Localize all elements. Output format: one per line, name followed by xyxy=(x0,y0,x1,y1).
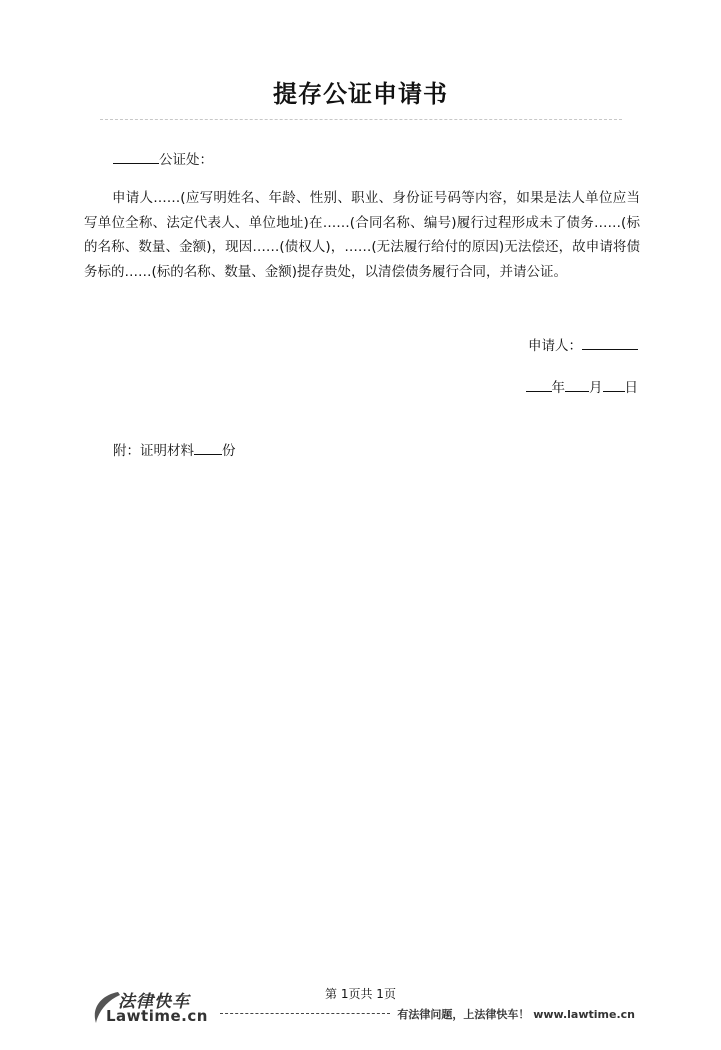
applicant-signature-line xyxy=(528,334,638,354)
addressee-line xyxy=(113,148,213,168)
attachment-line xyxy=(113,439,236,459)
attachment-prefix: 附：证明材料 xyxy=(113,443,194,459)
addressee-blank xyxy=(113,151,159,164)
date-line xyxy=(526,376,639,396)
month-label: 月 xyxy=(589,380,603,396)
day-blank xyxy=(603,379,625,392)
year-blank xyxy=(526,379,552,392)
year-label: 年 xyxy=(551,380,565,396)
logo-chinese-text: 法律快车 xyxy=(118,992,190,1012)
title-divider xyxy=(100,119,622,120)
logo-english-text: Lawtime.cn xyxy=(106,1007,208,1025)
addressee-label: 公证处： xyxy=(159,152,213,168)
lawtime-logo xyxy=(88,987,218,1027)
day-label: 日 xyxy=(624,380,638,396)
attachment-suffix: 份 xyxy=(222,443,236,459)
attachment-blank xyxy=(194,442,222,455)
footer-slogan: 有法律问题，上法律快车！ www.lawtime.cn xyxy=(397,1008,635,1021)
footer-divider xyxy=(220,1013,390,1014)
document-title: 提存公证申请书 xyxy=(273,79,448,108)
applicant-blank xyxy=(582,337,638,350)
body-paragraph: 申请人……(应写明姓名、年龄、性别、职业、身份证号码等内容，如果是法人单位应当写单位全称、法定代表人、单位地址)在……(合同名称、编号)履行过程形成未了债务……(标的名称、数量、金额)，现因……(债权人)，……(无法履行给付的原因)无法偿还，故申请将债务标的……(标的名称、数量、金额)提存贵处，以清偿债务履行合同，并请公证。 xyxy=(84,190,640,280)
applicant-label: 申请人： xyxy=(528,338,582,354)
page-number: 第 1页共 1页 xyxy=(325,987,396,1001)
month-blank xyxy=(565,379,589,392)
